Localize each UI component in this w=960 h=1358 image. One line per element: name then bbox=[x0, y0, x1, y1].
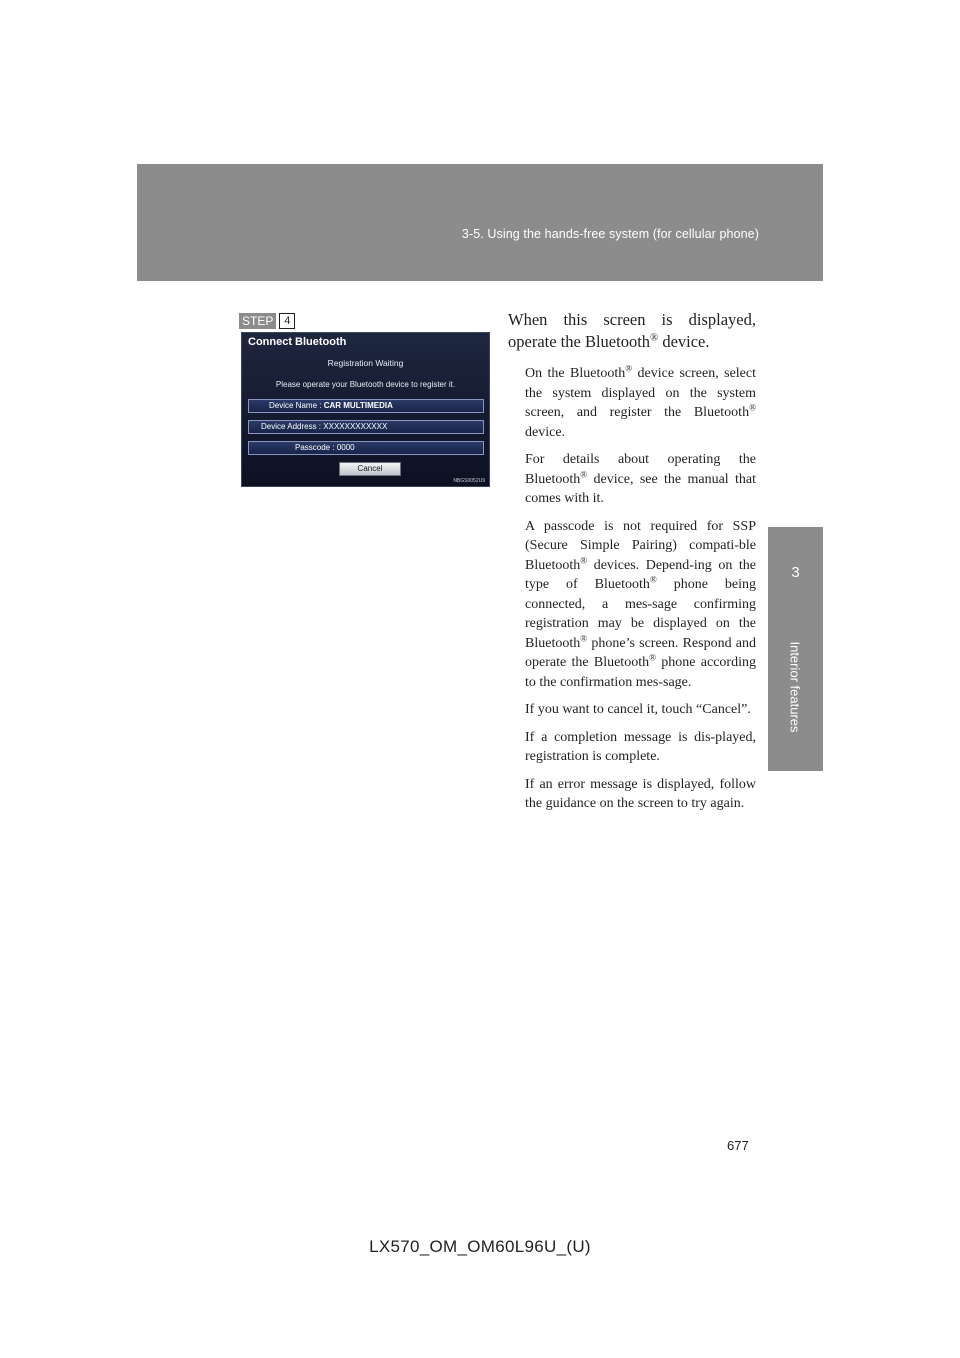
image-code: NBGS0052U9 bbox=[453, 478, 485, 484]
intro-text-1: When this screen is displayed, operate the Bluetooth bbox=[508, 310, 756, 351]
notes bbox=[525, 364, 756, 822]
step-number: 4 bbox=[279, 313, 295, 329]
screen-title: Connect Bluetooth bbox=[248, 336, 347, 348]
chapter-name: Interior features bbox=[787, 641, 803, 733]
note-paragraph: For details about operating the Bluetooth® device, see the manual that comes with it. bbox=[525, 452, 756, 506]
page-number: 677 bbox=[727, 1138, 749, 1153]
intro-text-2: device. bbox=[658, 332, 710, 351]
chapter-tab bbox=[768, 527, 823, 771]
note-paragraph: On the Bluetooth® device screen, select the system displayed on the system screen, and register the Bluetooth® device. bbox=[525, 363, 756, 440]
note-paragraph: If an error message is displayed, follow the guidance on the screen to try again. bbox=[525, 776, 756, 811]
device-address-field bbox=[248, 420, 484, 434]
passcode-field bbox=[248, 441, 484, 455]
device-address-label: Device Address : bbox=[261, 422, 322, 431]
device-name-field bbox=[248, 399, 484, 413]
header-band bbox=[137, 164, 823, 281]
chapter-name-box bbox=[784, 617, 806, 757]
screen-instruction: Please operate your Bluetooth device to register it. bbox=[275, 380, 456, 389]
note-paragraph: A passcode is not required for SSP (Secure Simple Pairing) compati-ble Bluetooth® devices. Depend-ing on the type of Bluetooth® phone being connected, a mes-sage confirming registration may be displayed on the Bluetooth® phone’s screen. Respond and operate the Bluetooth® phone according to the confirmation mes-sage. bbox=[525, 518, 756, 690]
passcode-value: 0000 bbox=[336, 443, 355, 452]
footer-code: LX570_OM_OM60L96U_(U) bbox=[369, 1237, 591, 1256]
note-paragraph: If you want to cancel it, touch “Cancel”. bbox=[525, 702, 751, 717]
step-word: STEP bbox=[239, 313, 276, 329]
step-label bbox=[239, 313, 295, 329]
step-figure bbox=[237, 311, 494, 487]
connect-bluetooth-screen bbox=[241, 332, 490, 487]
step-instruction bbox=[508, 309, 756, 353]
device-name-value: CAR MULTIMEDIA bbox=[323, 401, 393, 410]
chapter-number: 3 bbox=[791, 564, 800, 581]
section-title: 3-5. Using the hands-free system (for cellular phone) bbox=[461, 227, 759, 241]
intro-reg-mark: ® bbox=[650, 331, 659, 344]
device-name-label: Device Name : bbox=[269, 401, 322, 410]
passcode-label: Passcode : bbox=[295, 443, 335, 452]
screen-status: Registration Waiting bbox=[327, 358, 404, 368]
cancel-button[interactable]: Cancel bbox=[339, 462, 401, 476]
note-paragraph: If a completion message is dis-played, registration is complete. bbox=[525, 729, 756, 764]
device-address-value: XXXXXXXXXXXX bbox=[323, 422, 388, 431]
